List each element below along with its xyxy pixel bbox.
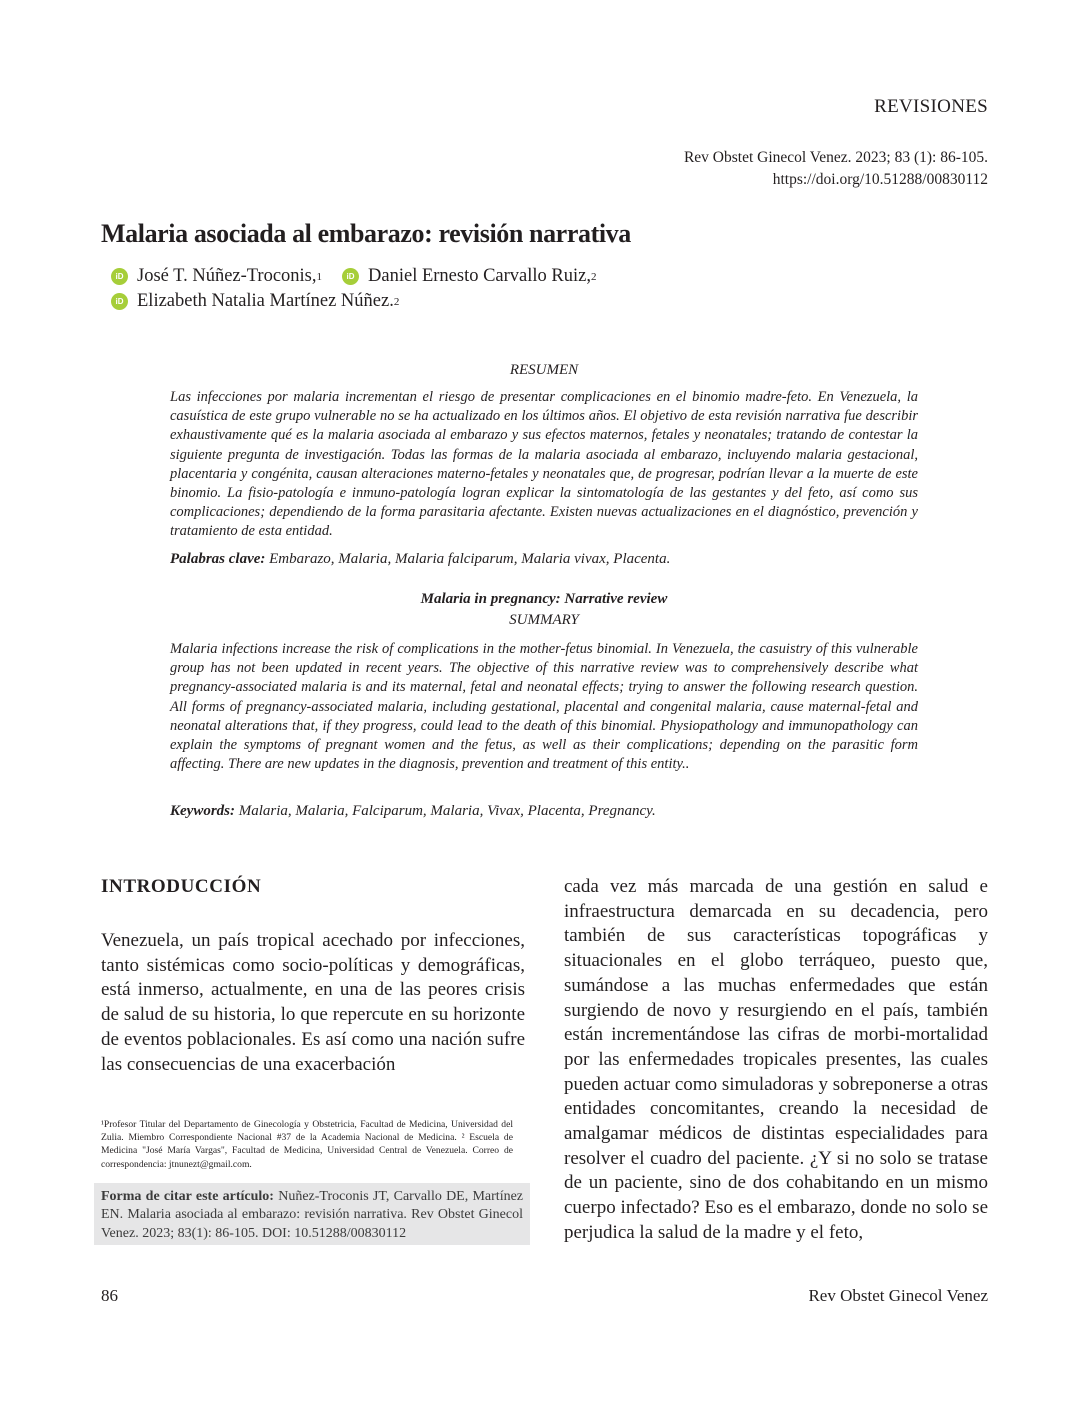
keywords	[170, 803, 918, 820]
affiliation-footnote: ¹Profesor Titular del Departamento de Ginecología y Obstetricia, Facultad de Medicina, Universidad del Zulia. Miembro Correspondiente Nacional #37 de la Academia Nacional de Medicina. ² Escuela de Medicina "José María Vargas", Facultad de Medicina, Universidad Central de Venezuela. Correo de correspondencia: jtnunezt@gmail.com.	[101, 1119, 513, 1170]
author-line-2: iD Elizabeth Natalia Martínez Núñez. 2	[111, 291, 399, 312]
resumen-text: Las infecciones por malaria incrementan el riesgo de presentar complicaciones en el binomio madre-feto. En Venezuela, la casuística de este grupo vulnerable no se ha actualizado en los últimos años. El objetivo de esta revisión narrativa fue describir exhaustivamente qué es la malaria asociada al embarazo y sus efectos maternos, fetales y neonatales; tratando de contestar la siguiente pregunta de investigación. Todas las formas de la malaria asociada al embarazo, incluyendo malaria gestacional, placentaria y congénita, causan alteraciones materno-fetales y neonatales que, de progresar, podrían llevar a la muerte de este binomio. La fisio-patología e inmuno-patología logran explicar la sintomatología de las gestantes y del feto, así como sus complicaciones; dependiendo de la forma parasitaria afectante. Existen nuevas actualizaciones en el diagnóstico, prevención y tratamiento de esta entidad.	[170, 389, 918, 540]
author-name: Elizabeth Natalia Martínez Núñez.	[137, 291, 394, 311]
resumen-heading: RESUMEN	[509, 362, 579, 378]
how-to-cite-box	[94, 1183, 530, 1245]
author-name: Daniel Ernesto Carvallo Ruiz,	[368, 266, 591, 286]
footer-journal-name: Rev Obstet Ginecol Venez	[808, 1286, 988, 1305]
article-title: Malaria asociada al embarazo: revisión narrativa	[101, 219, 631, 248]
author-line-1: iD José T. Núñez-Troconis, 1 iD Daniel Ernesto Carvallo Ruiz, 2	[111, 266, 596, 287]
author-name: José T. Núñez-Troconis,	[137, 266, 317, 286]
introduction-heading: INTRODUCCIÓN	[101, 876, 262, 897]
page-number: 86	[101, 1286, 118, 1305]
citation-reference: Rev Obstet Ginecol Venez. 2023; 83 (1): 86-105.	[683, 149, 988, 166]
keywords-list: Embarazo, Malaria, Malaria falciparum, Malaria vivax, Placenta.	[269, 551, 671, 567]
palabras-clave	[170, 551, 918, 568]
introduction-right-column: cada vez más marcada de una gestión en salud e infraestructura demarcada en su decadencia, pero también de sus características topográficas y situacionales en el globo terráqueo, puesto que, sumándose a las muchas enfermedades que están surgiendo de novo y resurgiendo en el país, también están incrementándose las cifras de morbi-mortalidad por las enfermedades tropicales presentes, las cuales pueden actuar como simuladoras y sobreponerse a otras entidades concomitantes, creando la necesidad de amalgamar médicos de distintas especialidades para resolver el cuadro del paciente. ¿Y si no solo se tratase de un paciente, sino de dos cohabitando en un mismo cuerpo infectado? Eso es el embarazo, donde no solo se perjudica la salud de la madre y el feto,	[564, 876, 988, 1243]
how-to-cite-label: Forma de citar este artículo:	[101, 1189, 274, 1204]
section-label: REVISIONES	[874, 96, 988, 117]
orcid-icon[interactable]: iD	[342, 268, 359, 285]
summary-text: Malaria infections increase the risk of complications in the mother-fetus binomial. In Venezuela, the casuistry of this vulnerable group has not been updated in recent years. The objective of this narrative review was to comprehensively describe what pregnancy-associated malaria is and its maternal, fetal and neonatal effects; trying to answer the following research question. All forms of pregnancy-associated malaria, including gestational, placental and congenital malaria, cause maternal-fetal and neonatal alterations that, if they progress, could lead to the death of this binomial. Physiopathology and immunopathology can explain the symptoms of pregnant women and the fetus, as well as their complications; depending on the parasitic form affecting. There are new updates in the diagnosis, prevention and treatment of this entity..	[170, 641, 918, 773]
introduction-left-column: Venezuela, un país tropical acechado por infecciones, tanto sistémicas como socio-políticas y demográficas, está inmerso, actualmente, en una de las peores crisis de salud de su historia, lo que repercute en su horizonte de eventos poblacionales. Es así como una nación sufre las consecuencias de una exacerbación	[101, 930, 525, 1075]
how-to-cite-text: Nuñez-Troconis JT, Carvallo DE, Martínez EN. Malaria asociada al embarazo: revisión narrativa. Rev Obstet Ginecol Venez. 2023; 83(1): 86-105. DOI: 10.51288/00830112	[101, 1189, 524, 1241]
summary-heading: SUMMARY	[509, 612, 579, 628]
keywords-label: Palabras clave:	[170, 551, 266, 567]
keywords-list: Malaria, Malaria, Falciparum, Malaria, Vivax, Placenta, Pregnancy.	[238, 803, 656, 819]
journal-citation	[684, 147, 988, 191]
orcid-icon[interactable]: iD	[111, 268, 128, 285]
english-title: Malaria in pregnancy: Narrative review	[420, 591, 668, 607]
orcid-icon[interactable]: iD	[111, 293, 128, 310]
keywords-label: Keywords:	[170, 803, 235, 819]
doi-link[interactable]: https://doi.org/10.51288/00830112	[772, 171, 988, 188]
